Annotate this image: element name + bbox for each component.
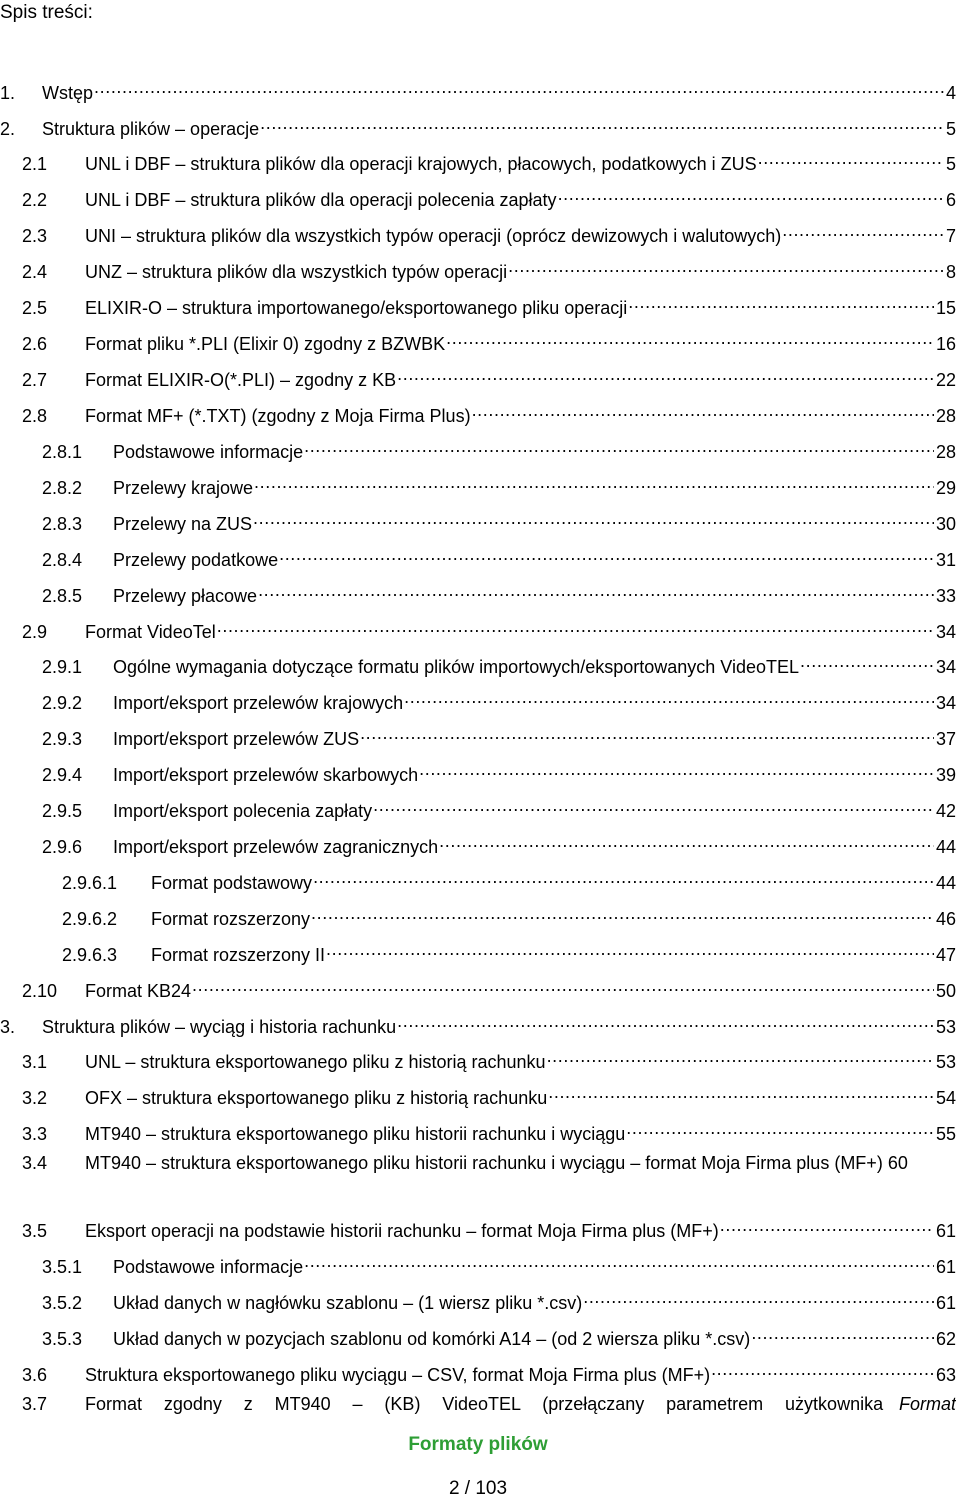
toc-entry-number: 2.9.2 xyxy=(42,693,83,713)
toc-entry-page: 31 xyxy=(935,550,956,570)
toc-entry-page: 22 xyxy=(935,370,956,390)
toc-entry-number: 2.9.1 xyxy=(42,657,83,677)
toc-entry[interactable] xyxy=(42,1321,956,1349)
toc-entry[interactable] xyxy=(22,614,956,642)
toc-entry[interactable] xyxy=(42,578,956,606)
dot-leader xyxy=(397,1009,934,1033)
toc-entry[interactable] xyxy=(42,757,956,785)
toc-entry-page: 63 xyxy=(935,1365,956,1385)
toc-entry-number: 3.3 xyxy=(22,1124,48,1144)
toc-entry[interactable] xyxy=(42,434,956,462)
toc-entry-number: 2.8.2 xyxy=(42,478,83,498)
page-number: 2 / 103 xyxy=(448,1478,508,1499)
toc-entry-title-italic: Format xyxy=(898,1394,956,1414)
toc-entry[interactable] xyxy=(42,685,956,713)
toc-entry-title: Import/eksport przelewów skarbowych xyxy=(113,765,419,785)
toc-entry-title: Format KB24 xyxy=(85,981,192,1001)
toc-entry-number: 3.5 xyxy=(22,1221,48,1241)
toc-entry-page: 53 xyxy=(935,1052,956,1072)
dot-leader xyxy=(404,685,934,709)
toc-entry-title: MT940 – struktura eksportowanego pliku historii rachunku i wyciągu xyxy=(85,1124,626,1144)
toc-entry[interactable] xyxy=(22,1150,956,1202)
dot-leader xyxy=(254,470,934,494)
toc-entry-number: 2.9.6 xyxy=(42,837,83,857)
toc-entry-page: 4 xyxy=(945,83,956,103)
dot-leader xyxy=(94,75,944,99)
dot-leader xyxy=(628,290,934,314)
toc-entry[interactable] xyxy=(42,542,956,570)
toc-entry-title: ELIXIR-O – struktura importowanego/eksportowanego pliku operacji xyxy=(85,298,628,318)
toc-entry-page: 15 xyxy=(935,298,956,318)
toc-entry-number: 2.8.4 xyxy=(42,550,83,570)
toc-entry-title: Import/eksport przelewów zagranicznych xyxy=(113,837,439,857)
toc-entry-page: 33 xyxy=(935,586,956,606)
toc-entry[interactable] xyxy=(22,1080,956,1108)
dot-leader xyxy=(626,1116,934,1140)
toc-entry-number: 2.9 xyxy=(22,622,48,642)
dot-leader xyxy=(720,1213,934,1237)
toc-entry-number: 3.6 xyxy=(22,1365,48,1385)
toc-entry[interactable] xyxy=(22,254,956,282)
toc-entry-number: 2.8.5 xyxy=(42,586,83,606)
toc-entry-number: 2.1 xyxy=(22,154,48,174)
toc-entry[interactable] xyxy=(22,1357,956,1385)
toc-entry[interactable] xyxy=(22,1392,956,1418)
toc-entry-number: 3.1 xyxy=(22,1052,48,1072)
toc-entry-page: 39 xyxy=(935,765,956,785)
toc-entry[interactable] xyxy=(22,1213,956,1241)
toc-entry-number: 2.9.3 xyxy=(42,729,83,749)
toc-entry-number: 1. xyxy=(0,83,16,103)
toc-entry-number: 3.5.2 xyxy=(42,1293,83,1313)
toc-entry-title: Struktura plików – operacje xyxy=(42,119,260,139)
toc-entry-number: 2.7 xyxy=(22,370,48,390)
toc-entry-title: Układ danych w pozycjach szablonu od komórki A14 – (od 2 wiersza pliku *.csv) xyxy=(113,1329,751,1349)
toc-entry-page: 29 xyxy=(935,478,956,498)
toc-entry[interactable] xyxy=(62,865,956,893)
toc-entry-page: 44 xyxy=(935,837,956,857)
toc-entry-number: 3. xyxy=(0,1017,16,1037)
toc-entry-title: Format VideoTel xyxy=(85,622,216,642)
toc-entry-page: 60 xyxy=(887,1153,908,1173)
toc-entry-page: 61 xyxy=(935,1221,956,1241)
toc-entry-number: 2.9.4 xyxy=(42,765,83,785)
toc-entry-number: 2.9.6.2 xyxy=(62,909,118,929)
toc-entry-page: 42 xyxy=(935,801,956,821)
toc-entry-page: 53 xyxy=(935,1017,956,1037)
toc-entry-number: 2.8 xyxy=(22,406,48,426)
toc-entry[interactable] xyxy=(42,793,956,821)
dot-leader xyxy=(304,1249,934,1273)
dot-leader xyxy=(711,1357,934,1381)
toc-entry[interactable] xyxy=(42,470,956,498)
dot-leader xyxy=(311,901,934,925)
toc-entry[interactable] xyxy=(22,146,956,174)
toc-entry-number: 2.9.5 xyxy=(42,801,83,821)
dot-leader xyxy=(751,1321,934,1345)
toc-entry-page: 16 xyxy=(935,334,956,354)
toc-entry-title: Format MF+ (*.TXT) (zgodny z Moja Firma Plus) xyxy=(85,406,471,426)
toc-entry-page: 28 xyxy=(935,442,956,462)
toc-entry-title: Przelewy na ZUS xyxy=(113,514,253,534)
dot-leader xyxy=(472,398,934,422)
toc-entry-title: UNI – struktura plików dla wszystkich typów operacji (oprócz dewizowych i walutowych) xyxy=(85,226,782,246)
toc-entry-number: 3.5.1 xyxy=(42,1257,83,1277)
toc-entry-page: 8 xyxy=(945,262,956,282)
toc-entry-number: 2.4 xyxy=(22,262,48,282)
toc-entry-title: Eksport operacji na podstawie historii rachunku – format Moja Firma plus (MF+) xyxy=(85,1221,719,1241)
toc-entry-number: 2.9.6.3 xyxy=(62,945,118,965)
dot-leader xyxy=(508,254,944,278)
footer-title: Formaty plików xyxy=(408,1434,548,1455)
toc-entry[interactable] xyxy=(42,649,956,677)
toc-entry[interactable] xyxy=(22,398,956,426)
toc-entry[interactable] xyxy=(42,829,956,857)
toc-entry-page: 34 xyxy=(935,657,956,677)
toc-entry[interactable] xyxy=(0,111,956,139)
toc-entry-title: Format ELIXIR-O(*.PLI) – zgodny z KB xyxy=(85,370,397,390)
dot-leader xyxy=(313,865,934,889)
toc-entry[interactable] xyxy=(22,218,956,246)
toc-entry-title: Podstawowe informacje xyxy=(113,442,304,462)
dot-leader xyxy=(217,614,934,638)
toc-entry-title: UNL i DBF – struktura plików dla operacji polecenia zapłaty xyxy=(85,190,557,210)
dot-leader xyxy=(439,829,934,853)
toc-entry[interactable] xyxy=(42,721,956,749)
dot-leader xyxy=(192,973,934,997)
toc-heading: Spis treści: xyxy=(0,2,93,23)
toc-entry[interactable] xyxy=(62,901,956,929)
toc-entry-number: 3.5.3 xyxy=(42,1329,83,1349)
toc-entry[interactable] xyxy=(62,937,956,965)
toc-entry-number: 2.10 xyxy=(22,981,58,1001)
toc-entry[interactable] xyxy=(22,1044,956,1072)
dot-leader xyxy=(253,506,934,530)
toc-entry-title: Wstęp xyxy=(42,83,94,103)
toc-entry-title: Import/eksport przelewów krajowych xyxy=(113,693,404,713)
toc-entry-page: 5 xyxy=(945,119,956,139)
toc-entry-number: 2.6 xyxy=(22,334,48,354)
toc-entry-title: OFX – struktura eksportowanego pliku z historią rachunku xyxy=(85,1088,548,1108)
dot-leader xyxy=(279,542,934,566)
toc-entry-page: 28 xyxy=(935,406,956,426)
toc-entry-page: 54 xyxy=(935,1088,956,1108)
toc-entry[interactable] xyxy=(22,362,956,390)
toc-entry-page: 34 xyxy=(935,622,956,642)
toc-entry-page: 47 xyxy=(935,945,956,965)
toc-entry[interactable] xyxy=(42,1285,956,1313)
toc-entry-number: 2.3 xyxy=(22,226,48,246)
dot-leader xyxy=(782,218,944,242)
toc-entry-number: 2.5 xyxy=(22,298,48,318)
toc-entry[interactable] xyxy=(22,326,956,354)
toc-entry-title: Przelewy krajowe xyxy=(113,478,254,498)
toc-entry-page: 50 xyxy=(935,981,956,1001)
toc-entry[interactable] xyxy=(0,1009,956,1037)
toc-entry-page: 30 xyxy=(935,514,956,534)
toc-entry-page: 7 xyxy=(945,226,956,246)
toc-entry-page: 5 xyxy=(945,154,956,174)
dot-leader xyxy=(373,793,934,817)
toc-entry-title: UNL i DBF – struktura plików dla operacji krajowych, płacowych, podatkowych i ZUS xyxy=(85,154,757,174)
toc-entry-title: Format podstawowy xyxy=(151,873,313,893)
toc-entry[interactable] xyxy=(22,1116,956,1144)
toc-entry-page: 61 xyxy=(935,1293,956,1313)
toc-entry-page: 62 xyxy=(935,1329,956,1349)
dot-leader xyxy=(758,146,944,170)
toc-entry[interactable] xyxy=(22,290,956,318)
dot-leader xyxy=(558,182,944,206)
dot-leader xyxy=(446,326,934,350)
toc-entry-page: 6 xyxy=(945,190,956,210)
toc-entry[interactable] xyxy=(22,973,956,1001)
toc-entry-title: Import/eksport polecenia zapłaty xyxy=(113,801,373,821)
toc-entry-number: 2.2 xyxy=(22,190,48,210)
toc-entry-number: 2.8.1 xyxy=(42,442,83,462)
dot-leader xyxy=(260,111,944,135)
toc-entry-title: UNZ – struktura plików dla wszystkich typów operacji xyxy=(85,262,508,282)
toc-entry-number: 2.8.3 xyxy=(42,514,83,534)
dot-leader xyxy=(548,1080,934,1104)
toc-entry[interactable] xyxy=(42,1249,956,1277)
toc-entry-title: Podstawowe informacje xyxy=(113,1257,304,1277)
toc-entry-title: Przelewy płacowe xyxy=(113,586,258,606)
toc-entry-title: Format pliku *.PLI (Elixir 0) zgodny z BZWBK xyxy=(85,334,446,354)
dot-leader xyxy=(304,434,934,458)
toc-entry-number: 3.4 xyxy=(22,1153,48,1173)
toc-entry-page: 34 xyxy=(935,693,956,713)
toc-entry-page: 61 xyxy=(935,1257,956,1277)
toc-entry-page: 44 xyxy=(935,873,956,893)
toc-entry-number: 2.9.6.1 xyxy=(62,873,118,893)
toc-entry-title: UNL – struktura eksportowanego pliku z historią rachunku xyxy=(85,1052,546,1072)
toc-entry-title: Import/eksport przelewów ZUS xyxy=(113,729,360,749)
toc-entry-title: Format rozszerzony xyxy=(151,909,311,929)
toc-entry-title: Format rozszerzony II xyxy=(151,945,326,965)
toc-entry-page: 37 xyxy=(935,729,956,749)
dot-leader xyxy=(583,1285,934,1309)
toc-entry-title: Układ danych w nagłówku szablonu – (1 wiersz pliku *.csv) xyxy=(113,1293,583,1313)
dot-leader xyxy=(419,757,934,781)
dot-leader xyxy=(397,362,934,386)
toc-entry-title: Przelewy podatkowe xyxy=(113,550,279,570)
toc-entry-page: 46 xyxy=(935,909,956,929)
toc-entry[interactable] xyxy=(42,506,956,534)
dot-leader xyxy=(547,1044,934,1068)
toc-entry-title: Ogólne wymagania dotyczące formatu plików importowych/eksportowanych VideoTEL xyxy=(113,657,800,677)
toc-entry[interactable] xyxy=(22,182,956,210)
toc-entry-title: MT940 – struktura eksportowanego pliku historii rachunku i wyciągu – format Moja Firma plus (MF+) xyxy=(85,1153,883,1173)
toc-entry-number: 3.7 xyxy=(22,1394,48,1414)
dot-leader xyxy=(800,649,934,673)
dot-leader xyxy=(258,578,934,602)
toc-entry-page: 55 xyxy=(935,1124,956,1144)
toc-entry-title: Struktura plików – wyciąg i historia rachunku xyxy=(42,1017,397,1037)
toc-entry[interactable] xyxy=(0,75,956,103)
toc-entry-title: Format zgodny z MT940 – (KB) VideoTEL (przełączany parametrem użytkownika xyxy=(85,1394,884,1414)
toc-entry-title: Struktura eksportowanego pliku wyciągu – CSV, format Moja Firma plus (MF+) xyxy=(85,1365,711,1385)
toc-entry-number: 3.2 xyxy=(22,1088,48,1108)
toc-entry-number: 2. xyxy=(0,119,16,139)
dot-leader xyxy=(360,721,934,745)
dot-leader xyxy=(326,937,934,961)
